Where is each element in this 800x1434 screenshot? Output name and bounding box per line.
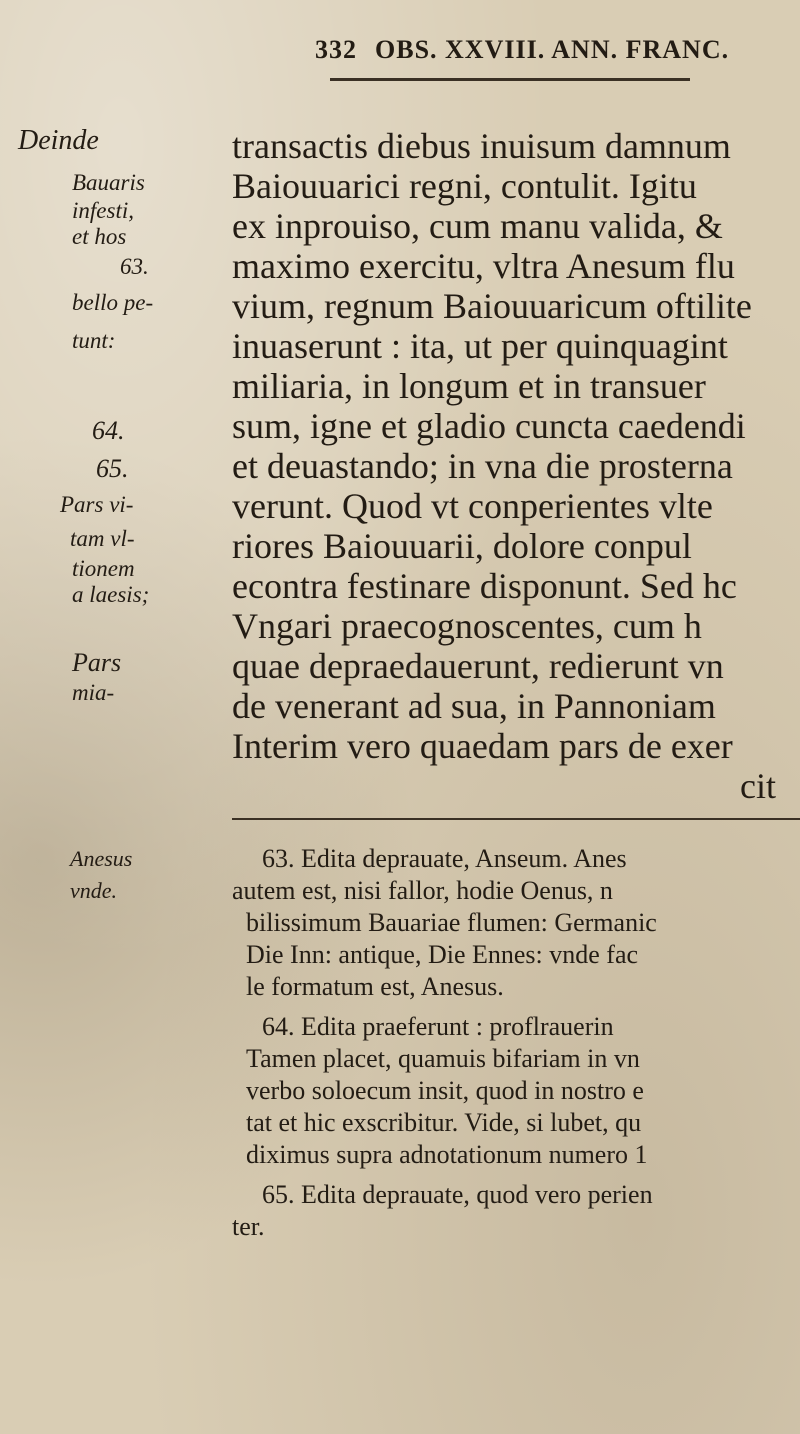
running-title: OBS. XXVIII. ANN. FRANC. [375, 35, 730, 64]
footnote-line: tat et hic exscribitur. Vide, si lubet, qu [246, 1108, 642, 1137]
margin-note: tunt: [72, 328, 116, 353]
text-line: ex inprouiso, cum manu valida, & [232, 206, 723, 246]
text-line: maximo exercitu, vltra Anesum flu [232, 246, 735, 286]
footnote-line: le formatum est, Anesus. [246, 972, 504, 1001]
text-line: sum, igne et gladio cuncta caedendi [232, 406, 746, 446]
footnote-margin-note: Anesus [70, 846, 133, 871]
margin-note: Pars vi- [60, 492, 134, 517]
footnote-line: bilissimum Bauariae flumen: Germanic [246, 908, 657, 937]
margin-note: 64. [92, 416, 125, 445]
margin-note: a laesis; [72, 582, 150, 607]
footnote-line: diximus supra adnotationum numero 1 [246, 1140, 648, 1169]
footnote-line: 63. Edita deprauate, Anseum. Anes [262, 844, 627, 873]
text-line: verunt. Quod vt conperientes vlte [232, 486, 713, 526]
margin-note: Pars [72, 648, 122, 677]
margin-note: 63. [120, 254, 149, 279]
margin-note: infesti, [72, 198, 134, 223]
page-number: 332 [315, 35, 357, 64]
text-line: vium, regnum Baiouuaricum oftilite [232, 286, 752, 326]
text-line: quae depraedauerunt, redierunt vn [232, 646, 724, 686]
margin-note: Deinde [18, 125, 99, 156]
footnote-line: Tamen placet, quamuis bifariam in vn [246, 1044, 640, 1073]
footnote-rule [232, 818, 800, 820]
header-rule [330, 78, 690, 81]
running-header [315, 35, 747, 65]
margin-note: Bauaris [72, 170, 145, 195]
footnote-line: 64. Edita praeferunt : proflrauerin [262, 1012, 614, 1041]
margin-note: tionem [72, 556, 135, 581]
footnote-margin-note: vnde. [70, 878, 118, 903]
footnote-line: 65. Edita deprauate, quod vero perien [262, 1180, 653, 1209]
footnote-line: Die Inn: antique, Die Ennes: vnde fac [246, 940, 639, 969]
text-line: Vngari praecognoscentes, cum h [232, 606, 702, 646]
margin-note: mia- [72, 680, 115, 705]
text-line: miliaria, in longum et in transuer [232, 366, 706, 406]
margin-note: et hos [72, 224, 127, 249]
margin-note: bello pe- [72, 290, 154, 315]
text-line: et deuastando; in vna die prosterna [232, 446, 733, 486]
text-line: Interim vero quaedam pars de exer [232, 726, 733, 766]
footnote-line: verbo soloecum insit, quod in nostro e [246, 1076, 644, 1105]
text-line: econtra festinare disponunt. Sed hc [232, 566, 737, 606]
text-line: riores Baiouuarii, dolore conpul [232, 526, 692, 566]
margin-note: tam vl- [70, 526, 135, 551]
text-line: de venerant ad sua, in Pannoniam [232, 686, 716, 726]
footnote-line: autem est, nisi fallor, hodie Oenus, n [232, 876, 613, 905]
text-line: transactis diebus inuisum damnum [232, 126, 731, 166]
text-line: inuaserunt : ita, ut per quinquagint [232, 326, 728, 366]
text-line: Baiouuarici regni, contulit. Igitu [232, 166, 697, 206]
footnote-line: ter. [232, 1212, 265, 1241]
text-line: cit [740, 766, 776, 806]
margin-note: 65. [96, 454, 129, 483]
